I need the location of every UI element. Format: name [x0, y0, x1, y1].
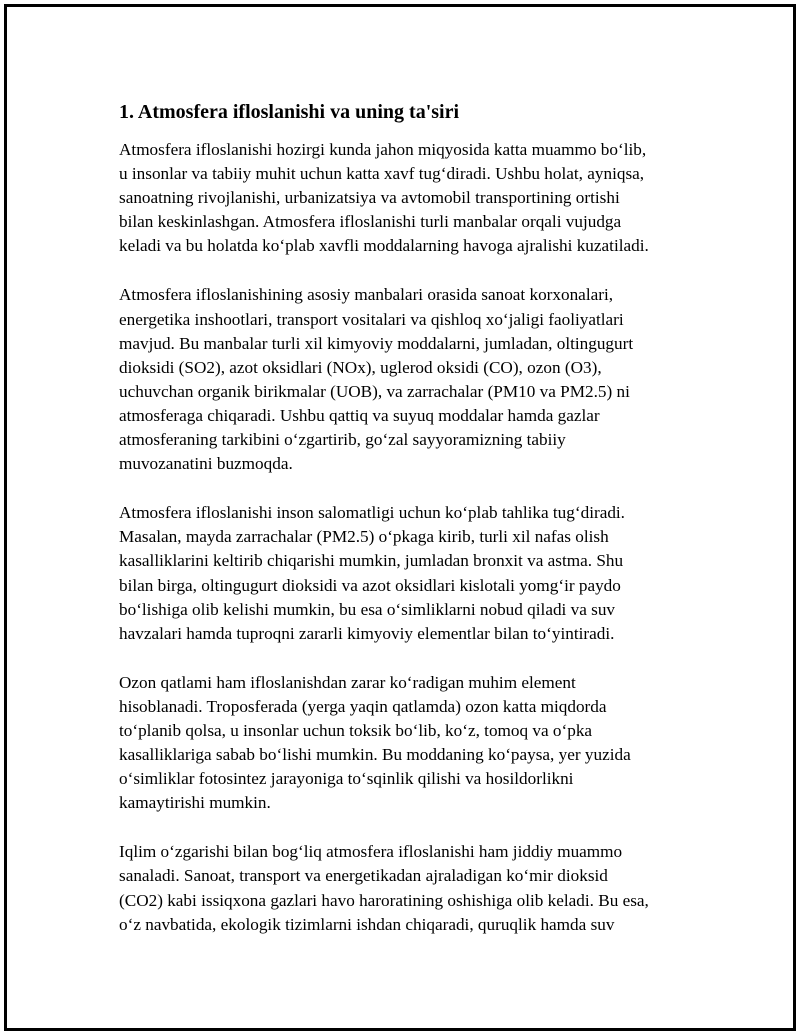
text-line: u insonlar va tabiiy muhit uchun katta xavf tugʻdiradi. Ushbu holat, ayniqsa,: [119, 164, 645, 184]
text-line: mavjud. Bu manbalar turli xil kimyoviy moddalarni, jumladan, oltingugurt: [119, 333, 634, 353]
text-line: kasalliklarini keltirib chiqarishi mumkin, jumladan bronxit va astma. Shu: [119, 551, 624, 571]
section-heading: 1. Atmosfera ifloslanishi va uning ta'siri: [119, 101, 460, 123]
text-line: Atmosfera ifloslanishi inson salomatligi uchun koʻplab tahlika tugʻdiradi.: [119, 503, 625, 523]
text-line: Atmosfera ifloslanishining asosiy manbalari orasida sanoat korxonalari,: [119, 285, 614, 305]
text-line: boʻlishiga olib kelishi mumkin, bu esa oʻsimliklarni nobud qiladi va suv: [119, 599, 616, 619]
text-line: sanaladi. Sanoat, transport va energetikadan ajraladigan koʻmir dioksid: [119, 866, 608, 886]
text-line: sanoatning rivojlanishi, urbanizatsiya va avtomobil transportining ortishi: [119, 188, 620, 208]
text-line: bilan keskinlashgan. Atmosfera ifloslanishi turli manbalar orqali vujudga: [119, 212, 622, 232]
paragraph-5: [119, 840, 699, 936]
text-line: atmosferaga chiqaradi. Ushbu qattiq va suyuq moddalar hamda gazlar: [119, 405, 600, 425]
paragraph-1: [119, 138, 699, 258]
text-line: muvozanatini buzmoqda.: [119, 454, 293, 474]
document-body: [119, 99, 699, 962]
text-line: atmosferaning tarkibini oʻzgartirib, goʻzal sayyoramizning tabiiy: [119, 430, 566, 450]
text-line: Iqlim oʻzgarishi bilan bogʻliq atmosfera ifloslanishi ham jiddiy muammo: [119, 842, 623, 862]
text-line: keladi va bu holatda koʻplab xavfli moddalarning havoga ajralishi kuzatiladi.: [119, 236, 649, 256]
paragraph-2: [119, 283, 699, 476]
page-frame: [4, 4, 796, 1031]
text-line: toʻplanib qolsa, u insonlar uchun toksik boʻlib, koʻz, tomoq va oʻpka: [119, 720, 593, 740]
text-line: Atmosfera ifloslanishi hozirgi kunda jahon miqyosida katta muammo boʻlib,: [119, 140, 647, 159]
text-line: energetika inshootlari, transport vositalari va qishloq xoʻjaligi faoliyatlari: [119, 309, 624, 329]
text-line: kasalliklariga sabab boʻlishi mumkin. Bu moddaning koʻpaysa, yer yuzida: [119, 745, 631, 765]
text-line: kamaytirishi mumkin.: [119, 793, 271, 813]
text-line: bilan birga, oltingugurt dioksidi va azot oksidlari kislotali yomgʻir paydo: [119, 575, 621, 595]
text-line: Masalan, mayda zarrachalar (PM2.5) oʻpkaga kirib, turli xil nafas olish: [119, 527, 609, 547]
text-line: oʻz navbatida, ekologik tizimlarni ishdan chiqaradi, quruqlik hamda suv: [119, 914, 615, 934]
paragraph-3: [119, 501, 699, 646]
text-line: uchuvchan organik birikmalar (UOB), va zarrachalar (PM10 va PM2.5) ni: [119, 381, 630, 401]
text-line: dioksidi (SO2), azot oksidlari (NOx), uglerod oksidi (CO), ozon (O3),: [119, 357, 602, 377]
text-line: (CO2) kabi issiqxona gazlari havo haroratining oshishiga olib keladi. Bu esa,: [119, 890, 649, 910]
paragraph-4: [119, 671, 699, 816]
text-line: hisoblanadi. Troposferada (yerga yaqin qatlamda) ozon katta miqdorda: [119, 696, 607, 716]
text-line: havzalari hamda tuproqni zararli kimyoviy elementlar bilan toʻyintiradi.: [119, 623, 615, 643]
text-line: oʻsimliklar fotosintez jarayoniga toʻsqinlik qilishi va hosildorlikni: [119, 769, 574, 789]
text-line: Ozon qatlami ham ifloslanishdan zarar koʻradigan muhim element: [119, 672, 576, 692]
